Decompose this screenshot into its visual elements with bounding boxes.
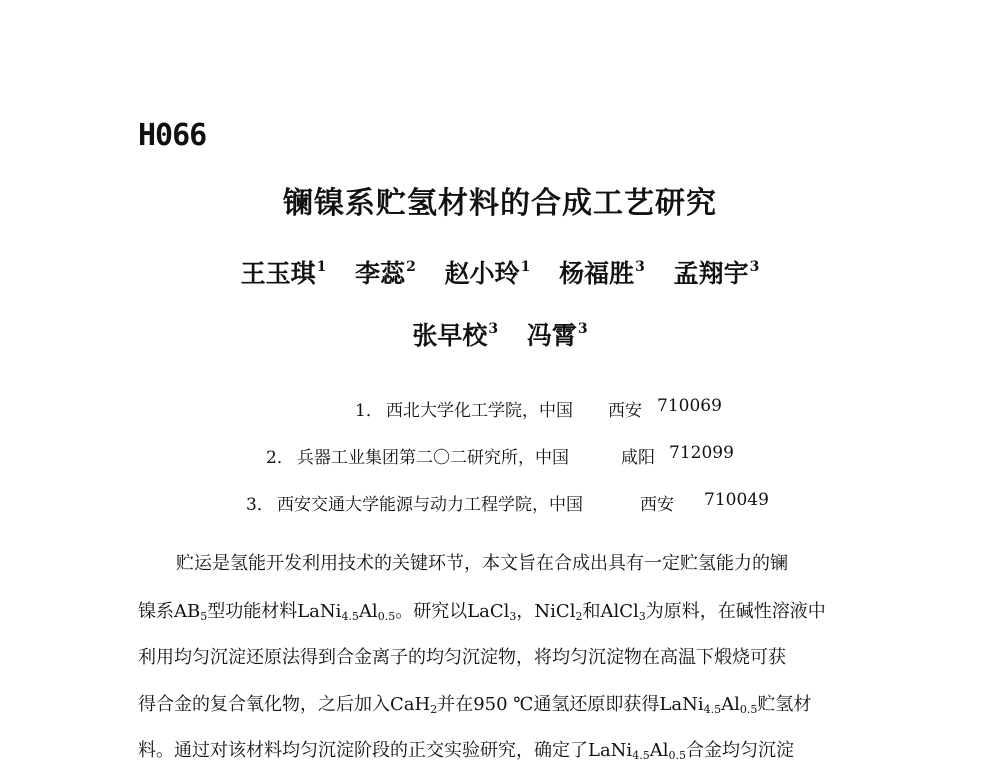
affiliation-org: 兵器工业集团第二〇二研究所，中国 bbox=[297, 448, 569, 468]
abstract-subscript: 2 bbox=[575, 610, 583, 623]
abstract-line-5 bbox=[138, 736, 868, 762]
abstract-text: 型功能材料LaNi bbox=[207, 601, 342, 622]
affiliation-number: 2． bbox=[266, 448, 294, 468]
abstract-text: 合金均匀沉淀 bbox=[685, 740, 794, 761]
abstract-text: 并在950 ℃通氢还原即获得LaNi bbox=[437, 694, 704, 715]
author-list-line-1 bbox=[0, 254, 1000, 290]
abstract-text: 镍系AB bbox=[138, 601, 201, 622]
abstract-subscript: 4.5 bbox=[632, 749, 650, 762]
abstract-text: 贮氢材 bbox=[757, 694, 812, 715]
abstract-text: Al bbox=[649, 740, 669, 761]
affiliation-zip: 710069 bbox=[657, 396, 722, 416]
affiliation-city: 咸阳 bbox=[621, 448, 655, 468]
abstract-subscript: 5 bbox=[200, 610, 208, 623]
author-name: 杨福胜 bbox=[559, 259, 635, 288]
author bbox=[412, 316, 498, 352]
author-name: 孟翔宇 bbox=[673, 259, 749, 288]
abstract-subscript: 0.5 bbox=[377, 610, 396, 623]
abstract-subscript: 4.5 bbox=[341, 610, 359, 623]
affiliation-zip: 712099 bbox=[669, 443, 734, 463]
affiliation-city: 西安 bbox=[608, 401, 642, 421]
author bbox=[445, 254, 531, 290]
abstract-subscript: 3 bbox=[638, 610, 646, 623]
author-affiliation-mark: 1 bbox=[520, 259, 531, 275]
affiliation-org: 西安交通大学能源与动力工程学院，中国 bbox=[277, 495, 583, 515]
author-name: 王玉琪 bbox=[240, 259, 316, 288]
author-affiliation-mark: 3 bbox=[577, 321, 588, 337]
abstract-line-1: 贮运是氢能开发利用技术的关键环节，本文旨在合成出具有一定贮氢能力的镧 bbox=[176, 553, 788, 574]
abstract-subscript: 0.5 bbox=[668, 749, 686, 762]
abstract-line-3: 利用均匀沉淀还原法得到合金离子的均匀沉淀物，将均匀沉淀物在高温下煅烧可获 bbox=[138, 647, 786, 668]
abstract-text: Al bbox=[721, 694, 740, 715]
abstract-text: 料。通过对该材料均匀沉淀阶段的正交实验研究，确定了LaNi bbox=[138, 740, 633, 761]
author-affiliation-mark: 3 bbox=[635, 259, 645, 275]
author-affiliation-mark: 3 bbox=[488, 321, 499, 337]
paper-code: H066 bbox=[138, 118, 207, 153]
abstract-subscript: 3 bbox=[509, 610, 517, 623]
abstract-subscript: 2 bbox=[430, 703, 438, 716]
author-affiliation-mark: 3 bbox=[749, 259, 760, 275]
author-name: 李蕊 bbox=[355, 259, 406, 288]
affiliation-city: 西安 bbox=[640, 495, 674, 515]
affiliation-zip: 710049 bbox=[704, 490, 769, 510]
author bbox=[674, 254, 760, 290]
abstract-line-2 bbox=[138, 597, 868, 623]
abstract-text: 和AlCl bbox=[582, 601, 639, 622]
affiliation-org: 西北大学化工学院，中国 bbox=[386, 401, 573, 421]
paper-title: 镧镍系贮氢材料的合成工艺研究 bbox=[283, 186, 717, 221]
abstract-line-4 bbox=[138, 690, 868, 716]
abstract-text: 得合金的复合氧化物，之后加入CaH bbox=[138, 694, 431, 715]
author-name: 赵小玲 bbox=[444, 259, 520, 288]
author-name: 张早校 bbox=[412, 321, 488, 350]
abstract-text: 为原料，在碱性溶液中 bbox=[645, 601, 826, 622]
author-name: 冯霄 bbox=[526, 321, 577, 350]
author-list-line-2 bbox=[0, 316, 1000, 352]
author bbox=[527, 316, 588, 352]
abstract-text: ，NiCl bbox=[516, 601, 576, 622]
abstract-subscript: 4.5 bbox=[703, 703, 722, 716]
abstract-text: 。研究以LaCl bbox=[395, 601, 510, 622]
abstract-text: Al bbox=[358, 601, 378, 622]
affiliation-number: 3． bbox=[246, 495, 274, 515]
author-affiliation-mark: 2 bbox=[406, 259, 416, 275]
affiliation-number: 1． bbox=[355, 401, 383, 421]
author bbox=[355, 254, 416, 290]
author-affiliation-mark: 1 bbox=[316, 259, 327, 275]
author bbox=[559, 254, 645, 290]
author bbox=[241, 254, 327, 290]
abstract-subscript: 0.5 bbox=[739, 703, 758, 716]
